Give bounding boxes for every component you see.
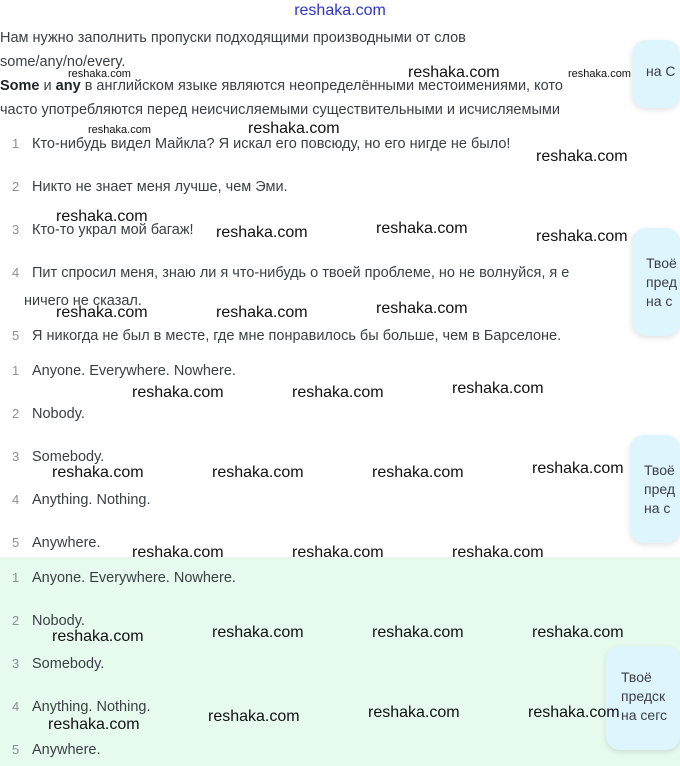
answer-number: 5 <box>12 535 20 550</box>
header-site-link[interactable]: reshaka.com <box>294 2 386 19</box>
answer-text: Anyone. Everywhere. Nowhere. <box>32 570 236 586</box>
watermark: reshaka.com <box>132 544 224 561</box>
watermark: reshaka.com <box>532 460 624 477</box>
bubble-text: Твоё <box>621 669 652 685</box>
watermark: reshaka.com <box>452 544 544 561</box>
chat-bubble[interactable] <box>632 40 680 108</box>
bubble-text: на с <box>646 293 673 309</box>
answer-text: Anything. Nothing. <box>32 699 151 715</box>
chat-bubble[interactable] <box>606 646 680 750</box>
sentence-number: 4 <box>12 265 20 280</box>
watermark: reshaka.com <box>132 384 224 401</box>
chat-bubble[interactable] <box>632 228 680 336</box>
answer-number: 3 <box>12 449 20 464</box>
bubble-text: на сегс <box>621 707 667 723</box>
watermark: reshaka.com <box>52 464 144 481</box>
watermark: reshaka.com <box>292 384 384 401</box>
answer-text: Somebody. <box>32 449 105 465</box>
answer-number: 5 <box>12 742 20 757</box>
intro-line-3-rest: в английском языке являются неопределёнными местоимениями, кото <box>80 78 563 94</box>
sentence-text: Кто-то украл мой багаж! <box>32 222 194 238</box>
answer-number: 1 <box>12 570 20 585</box>
answer-row <box>0 359 640 383</box>
answer-number: 1 <box>12 363 20 378</box>
sentence-row <box>0 261 640 285</box>
intro-any: any <box>55 78 81 94</box>
watermark: reshaka.com <box>528 704 620 721</box>
bubble-text: на с <box>644 500 671 516</box>
watermark: reshaka.com <box>208 708 300 725</box>
answer-number: 4 <box>12 699 20 714</box>
watermark: reshaka.com <box>212 624 304 641</box>
answer-row <box>0 402 640 426</box>
answer-text: Anywhere. <box>32 742 101 758</box>
watermark: reshaka.com <box>368 704 460 721</box>
highlighted-answer-row <box>0 652 640 676</box>
sentence-row <box>0 175 640 199</box>
sentence-text: Я никогда не был в месте, где мне понравилось бы больше, чем в Барселоне. <box>32 328 562 344</box>
watermark: reshaka.com <box>408 64 500 81</box>
answer-text: Anyone. Everywhere. Nowhere. <box>32 363 236 379</box>
sentence-text-cont: ничего не сказал. <box>24 293 142 309</box>
bubble-text: предск <box>621 688 666 704</box>
sentence-number: 1 <box>12 136 20 151</box>
bubble-text: Твоё <box>646 255 677 271</box>
answer-text: Anywhere. <box>32 535 101 551</box>
bubble-text: Твоё <box>644 462 675 478</box>
bubble-text: пред <box>644 481 676 497</box>
watermark: reshaka.com <box>56 208 148 225</box>
watermark: reshaka.com <box>376 220 468 237</box>
highlighted-answer-row <box>0 738 640 762</box>
sentence-text: Пит спросил меня, знаю ли я что-нибудь о твоей проблеме, но не волнуйся, я е <box>32 265 570 281</box>
answer-text: Anything. Nothing. <box>32 492 151 508</box>
watermark: reshaka.com <box>536 228 628 245</box>
answer-number: 3 <box>12 656 20 671</box>
watermark: reshaka.com <box>292 544 384 561</box>
watermark: reshaka.com <box>532 624 624 641</box>
watermark: reshaka.com <box>536 148 628 165</box>
watermark: reshaka.com <box>372 624 464 641</box>
watermark: reshaka.com <box>248 120 340 137</box>
sentence-text: Никто не знает меня лучше, чем Эми. <box>32 179 288 195</box>
intro-and: и <box>39 78 56 94</box>
answer-text: Nobody. <box>32 613 85 629</box>
highlighted-answer-row <box>0 566 640 590</box>
watermark: reshaka.com <box>68 68 131 80</box>
watermark: reshaka.com <box>216 224 308 241</box>
watermark: reshaka.com <box>56 304 148 321</box>
watermark: reshaka.com <box>52 628 144 645</box>
sentence-number: 2 <box>12 179 20 194</box>
answer-row <box>0 488 640 512</box>
answer-text: Somebody. <box>32 656 105 672</box>
bubble-text: на С <box>646 63 676 79</box>
chat-bubble[interactable] <box>630 435 680 543</box>
watermark: reshaka.com <box>48 716 140 733</box>
intro-line-1: Нам нужно заполнить пропуски подходящими производными от слов <box>0 30 466 46</box>
answer-number: 2 <box>12 613 20 628</box>
bubble-text: пред <box>646 274 678 290</box>
sentence-row <box>0 324 640 348</box>
answer-text: Nobody. <box>32 406 85 422</box>
sentence-number: 5 <box>12 328 20 343</box>
sentence-number: 3 <box>12 222 20 237</box>
watermark: reshaka.com <box>568 68 631 80</box>
watermark: reshaka.com <box>216 304 308 321</box>
watermark: reshaka.com <box>88 124 151 136</box>
watermark: reshaka.com <box>376 300 468 317</box>
answer-number: 2 <box>12 406 20 421</box>
sentence-text: Кто-нибудь видел Майкла? Я искал его повсюду, но его нигде не было! <box>32 136 511 152</box>
intro-line-2: some/any/no/every. <box>0 54 126 70</box>
answer-number: 4 <box>12 492 20 507</box>
watermark: reshaka.com <box>372 464 464 481</box>
watermark: reshaka.com <box>452 380 544 397</box>
intro-line-4: часто употребляются перед неисчисляемыми существительными и исчисляемыми <box>0 102 560 118</box>
intro-some: Some <box>0 78 40 94</box>
watermark: reshaka.com <box>212 464 304 481</box>
